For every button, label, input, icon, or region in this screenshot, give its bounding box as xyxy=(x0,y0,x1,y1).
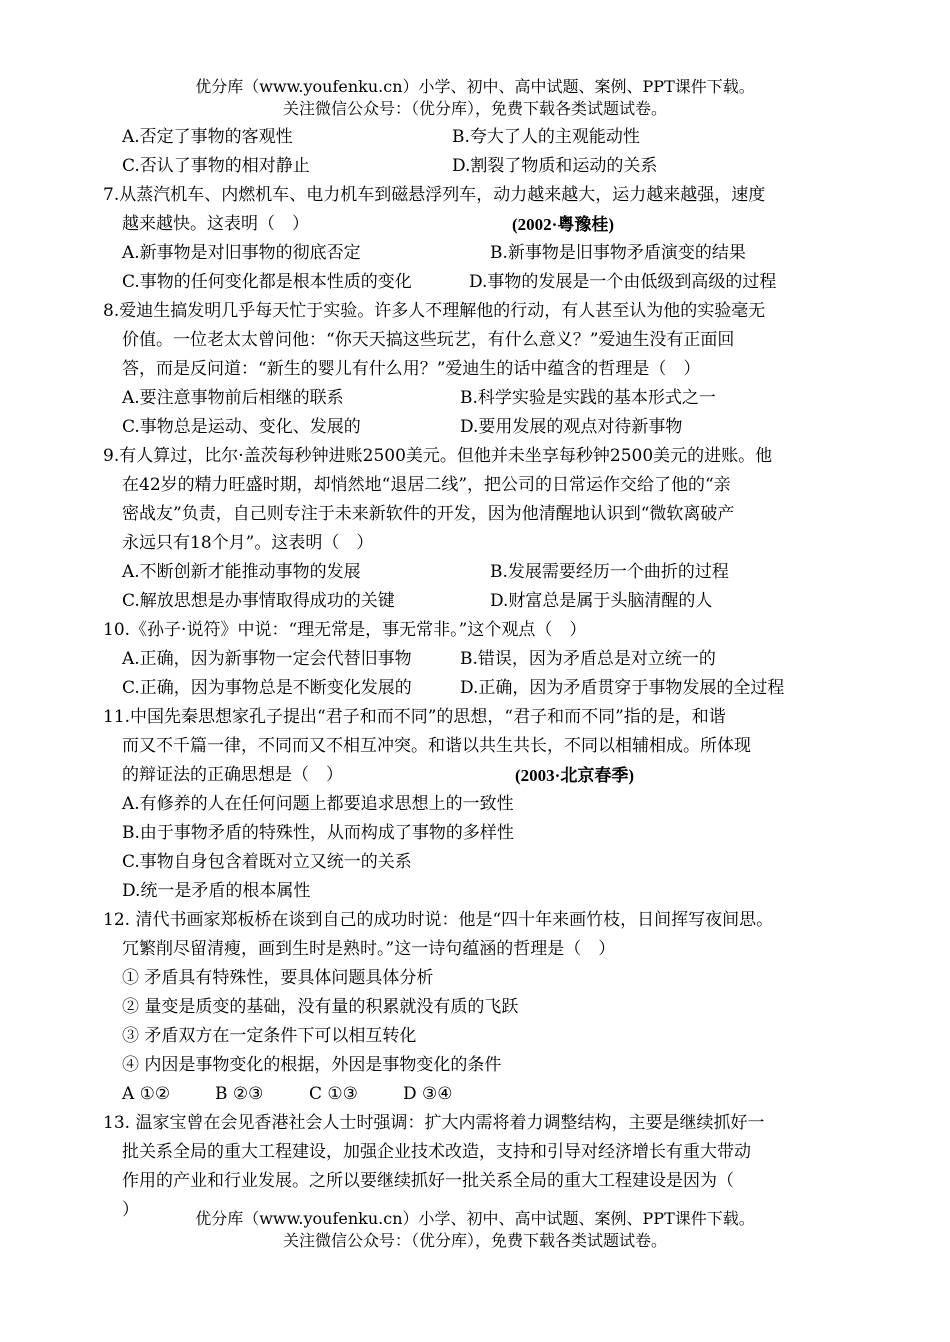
q10-option-c: C.正确，因为事物总是不断变化发展的 xyxy=(122,678,412,698)
footer-line-2: 关注微信公众号：（优分库），免费下载各类试题试卷。 xyxy=(282,1231,667,1250)
q9-stem-line-3: 密战友”负责，自己则专注于未来新软件的开发，因为他清醒地认识到“微软离破产 xyxy=(122,504,735,524)
q10-options-row-2 xyxy=(103,674,863,703)
question-content xyxy=(103,123,863,1225)
q12-option-b: B ②③ xyxy=(215,1084,264,1104)
q6-option-b: B.夸大了人的主观能动性 xyxy=(452,127,640,147)
q10-option-a: A.正确，因为新事物一定会代替旧事物 xyxy=(122,649,412,669)
q8-stem-line-2: 价值。一位老太太曾问他：“你天天搞这些玩艺，有什么意义？”爱迪生没有正面回 xyxy=(122,330,735,350)
q6-options-row-1 xyxy=(103,123,863,152)
q7-source: (2002·粤豫桂) xyxy=(512,215,614,234)
q9-stem-line-1: 9.有人算过，比尔·盖茨每秒钟进账2500美元。但他并未坐享每秒钟2500美元的进账。他 xyxy=(103,446,773,466)
q9-option-c: C.解放思想是办事情取得成功的关键 xyxy=(122,591,395,611)
q7-option-a: A.新事物是对旧事物的彻底否定 xyxy=(122,243,361,263)
q9-option-b: B.发展需要经历一个曲折的过程 xyxy=(490,562,729,582)
q13-stem-line-3: 作用的产业和行业发展。之所以要继续抓好一批关系全局的重大工程建设是因为（ xyxy=(122,1171,734,1191)
q13-stem-line-1: 13. 温家宝曾在会见香港社会人士时强调：扩大内需将着力调整结构，主要是继续抓好一 xyxy=(103,1113,765,1133)
q12-statement-4: ④ 内因是事物变化的根据，外因是事物变化的条件 xyxy=(122,1055,502,1075)
q9-options-row-1 xyxy=(103,558,863,587)
q8-option-a: A.要注意事物前后相继的联系 xyxy=(122,388,344,408)
q10-options-row-1 xyxy=(103,645,863,674)
q8-option-b: B.科学实验是实践的基本形式之一 xyxy=(460,388,716,408)
q8-stem-line-1: 8.爱迪生搞发明几乎每天忙于实验。许多人不理解他的行动，有人甚至认为他的实验毫无 xyxy=(103,301,766,321)
q12-options-row xyxy=(103,1080,863,1109)
page-footer xyxy=(0,1208,950,1252)
q7-option-b: B.新事物是旧事物矛盾演变的结果 xyxy=(490,243,746,263)
q6-option-d: D.割裂了物质和运动的关系 xyxy=(452,156,658,176)
q11-stem-line-2: 而又不千篇一律，不同而又不相互冲突。和谐以共生共长，不同以相辅相成。所体现 xyxy=(122,736,751,756)
q12-statement-2: ② 量变是质变的基础，没有量的积累就没有质的飞跃 xyxy=(122,997,519,1017)
q11-source: (2003·北京春季) xyxy=(515,766,634,785)
q8-stem-line-3: 答，而是反问道：“新生的婴儿有什么用？”爱迪生的话中蕴含的哲理是（ ） xyxy=(122,359,701,379)
q6-option-a: A.否定了事物的客观性 xyxy=(122,127,293,147)
q7-stem-line-2 xyxy=(103,210,863,239)
header-line-1: 优分库（www.youfenku.cn）小学、初中、高中试题、案例、PPT课件下载。 xyxy=(195,77,755,96)
q13-stem-line-4: ） xyxy=(122,1200,139,1220)
q11-stem-line-3 xyxy=(103,761,863,790)
q12-option-d: D ③④ xyxy=(403,1084,453,1104)
page-header xyxy=(0,76,950,120)
q7-option-d: D.事物的发展是一个由低级到高级的过程 xyxy=(469,272,777,292)
q10-option-b: B.错误，因为矛盾总是对立统一的 xyxy=(460,649,716,669)
q7-options-row-2 xyxy=(103,268,863,297)
q9-stem-line-2: 在42岁的精力旺盛时期，却悄然地“退居二线”，把公司的日常运作交给了他的“亲 xyxy=(122,475,731,495)
q8-option-c: C.事物总是运动、变化、发展的 xyxy=(122,417,361,437)
q12-option-c: C ①③ xyxy=(309,1084,358,1104)
q11-option-d: D.统一是矛盾的根本属性 xyxy=(122,881,311,901)
q9-options-row-2 xyxy=(103,587,863,616)
q13-stem-line-2: 批关系全局的重大工程建设，加强企业技术改造，支持和引导对经济增长有重大带动 xyxy=(122,1142,751,1162)
q7-options-row-1 xyxy=(103,239,863,268)
q10-option-d: D.正确，因为矛盾贯穿于事物发展的全过程 xyxy=(460,678,785,698)
q7-option-c: C.事物的任何变化都是根本性质的变化 xyxy=(122,272,412,292)
q8-options-row-1 xyxy=(103,384,863,413)
q12-stem-line-2: 冗繁削尽留清瘦，画到生时是熟时。”这一诗句蕴涵的哲理是（ ） xyxy=(122,939,616,959)
q11-stem-line-1: 11.中国先秦思想家孔子提出“君子和而不同”的思想，“君子和而不同”指的是，和谐 xyxy=(103,707,726,727)
q7-stem-text: 越来越快。这表明（ ） xyxy=(122,214,309,234)
q8-options-row-2 xyxy=(103,413,863,442)
q12-stem-line-1: 12. 清代书画家郑板桥在谈到自己的成功时说：他是“四十年来画竹枝，日间挥写夜间思。 xyxy=(103,910,774,930)
footer-line-1: 优分库（www.youfenku.cn）小学、初中、高中试题、案例、PPT课件下载。 xyxy=(195,1209,755,1228)
q12-option-a: A ①② xyxy=(122,1084,171,1104)
q11-option-a: A.有修养的人在任何问题上都要追求思想上的一致性 xyxy=(122,794,514,814)
q9-option-d: D.财富总是属于头脑清醒的人 xyxy=(490,591,713,611)
header-line-2: 关注微信公众号：（优分库），免费下载各类试题试卷。 xyxy=(282,99,667,118)
q11-stem-text: 的辩证法的正确思想是（ ） xyxy=(122,765,343,785)
q7-stem-line-1: 7.从蒸汽机车、内燃机车、电力机车到磁悬浮列车，动力越来越大，运力越来越强，速度 xyxy=(103,185,766,205)
q8-option-d: D.要用发展的观点对待新事物 xyxy=(460,417,683,437)
q9-stem-line-4: 永远只有18个月”。这表明（ ） xyxy=(122,533,374,553)
q11-option-c: C.事物自身包含着既对立又统一的关系 xyxy=(122,852,412,872)
q12-statement-3: ③ 矛盾双方在一定条件下可以相互转化 xyxy=(122,1026,417,1046)
q9-option-a: A.不断创新才能推动事物的发展 xyxy=(122,562,361,582)
q10-stem-line-1: 10.《孙子·说符》中说：“理无常是，事无常非。”这个观点（ ） xyxy=(103,620,587,640)
q6-option-c: C.否认了事物的相对静止 xyxy=(122,156,310,176)
q6-options-row-2 xyxy=(103,152,863,181)
q11-option-b: B.由于事物矛盾的特殊性，从而构成了事物的多样性 xyxy=(122,823,514,843)
q12-statement-1: ① 矛盾具有特殊性，要具体问题具体分析 xyxy=(122,968,434,988)
